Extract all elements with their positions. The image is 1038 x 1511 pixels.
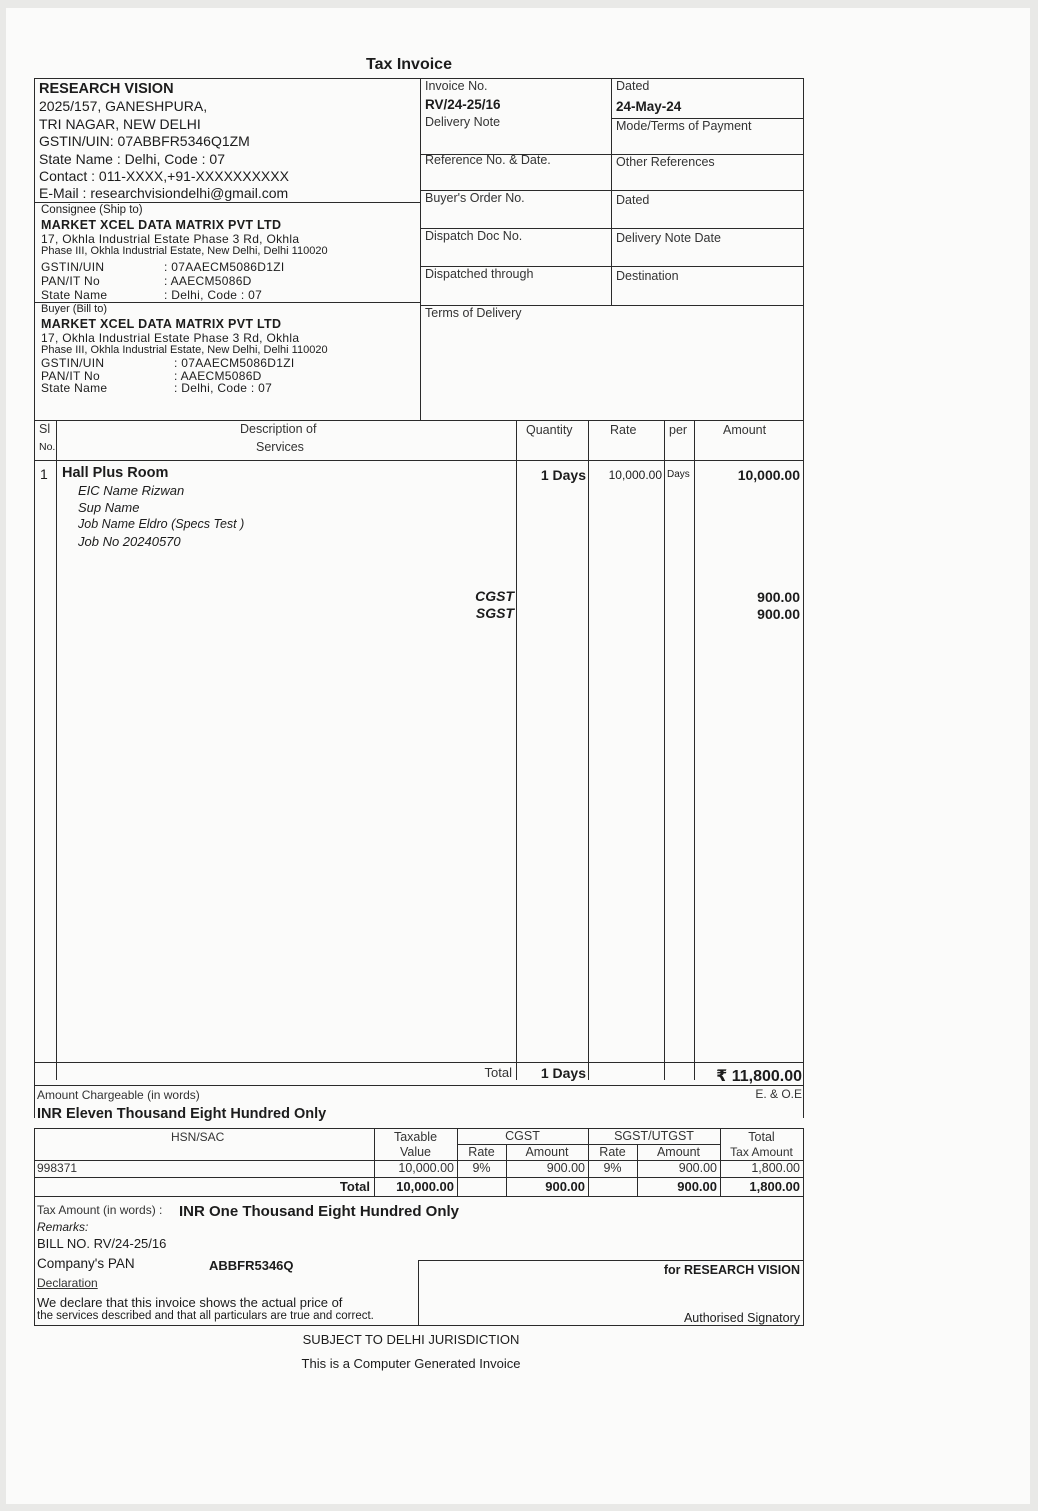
consignee-heading: Consignee (Ship to) <box>41 204 143 216</box>
hsn-total-taxable: 10,000.00 <box>396 1179 454 1194</box>
cgst-label: CGST <box>475 588 514 604</box>
table-header-bottom <box>34 460 804 461</box>
hsn-row-total-tax: 1,800.00 <box>751 1161 800 1175</box>
item-detail-job-name: Job Name Eldro (Specs Test ) <box>78 517 245 531</box>
hsn-row-taxable: 10,000.00 <box>398 1161 454 1175</box>
hsn-total-sgst: 900.00 <box>677 1179 717 1194</box>
invoice-sheet <box>6 8 1030 1504</box>
hsn-total-label: Total <box>339 1179 370 1194</box>
buyer-pan-value: : AAECM5086D <box>174 369 262 383</box>
col-qty-left <box>516 420 517 1080</box>
footer-left-border <box>34 1196 35 1326</box>
buyer-state-label: State Name <box>41 381 108 395</box>
footer-right-border <box>803 1196 804 1326</box>
hsn-row-bottom <box>34 1177 804 1178</box>
hsn-row-sgst-amount: 900.00 <box>678 1161 717 1175</box>
seller-email: E-Mail : researchvisiondelhi@gmail.com <box>39 185 289 201</box>
hsn-row-code: 998371 <box>37 1161 78 1175</box>
hsn-row-cgst-amount: 900.00 <box>546 1161 585 1175</box>
item-amount: 10,000.00 <box>737 467 800 483</box>
seller-contact: Contact : 011-XXXX,+91-XXXXXXXXXX <box>39 168 289 184</box>
delivery-note-label: Delivery Note <box>425 115 501 129</box>
remarks-label: Remarks: <box>37 1220 89 1234</box>
consignee-address-2: Phase III, Okhla Industrial Estate, New Delhi, Delhi 110020 <box>41 245 328 257</box>
buyer-pan-label: PAN/IT No <box>41 369 100 383</box>
declaration-label: Declaration <box>37 1276 98 1290</box>
buyer-gstin-label: GSTIN/UIN <box>41 356 105 370</box>
total-amount: ₹ 11,800.00 <box>716 1068 802 1085</box>
company-pan-value: ABBFR5346Q <box>209 1258 294 1273</box>
invoice-no-label: Invoice No. <box>425 79 488 93</box>
total-row-bottom <box>34 1085 804 1086</box>
buyer-address-1: 17, Okhla Industrial Estate Phase 3 Rd, Okhla <box>41 331 300 345</box>
col-sl-divider <box>56 420 57 1080</box>
computer-generated-note: This is a Computer Generated Invoice <box>301 1356 521 1371</box>
hsn-total-tax: 1,800.00 <box>749 1179 800 1194</box>
hsn-col-total-1: Total <box>748 1130 775 1144</box>
hsn-bottom-border <box>34 1196 804 1197</box>
seller-state: State Name : Delhi, Code : 07 <box>39 151 225 167</box>
col-sl-header: Sl <box>39 422 51 436</box>
hsn-col-cgst-amount: Amount <box>525 1145 569 1159</box>
item-rate: 10,000.00 <box>608 468 662 482</box>
consignee-pan-label: PAN/IT No <box>41 274 100 288</box>
dated-label: Dated <box>616 79 650 93</box>
consignee-gstin-value: : 07AAECM5086D1ZI <box>164 260 285 274</box>
hsn-col-sgst-rate: Rate <box>599 1145 626 1159</box>
buyer-state-value: : Delhi, Code : 07 <box>174 381 273 395</box>
item-detail-eic: EIC Name Rizwan <box>78 483 185 498</box>
footer-bottom-border <box>34 1325 804 1326</box>
total-label: Total <box>484 1065 512 1080</box>
item-detail-sup: Sup Name <box>78 500 140 515</box>
declaration-line-1: We declare that this invoice shows the actual price of <box>37 1295 343 1310</box>
buyer-address-2: Phase III, Okhla Industrial Estate, New Delhi, Delhi 110020 <box>41 344 328 356</box>
item-sl: 1 <box>40 466 48 482</box>
sgst-amount: 900.00 <box>757 606 800 622</box>
seller-name: RESEARCH VISION <box>39 81 174 97</box>
item-detail-job-no: Job No 20240570 <box>78 534 181 549</box>
hsn-total-cgst: 900.00 <box>545 1179 585 1194</box>
hsn-row-sgst-rate: 9% <box>603 1161 622 1175</box>
reference-label: Reference No. & Date. <box>425 153 551 167</box>
amount-words-label: Amount Chargeable (in words) <box>37 1088 200 1102</box>
declaration-line-2: the services described and that all particulars are true and correct. <box>37 1310 374 1322</box>
col-per-left <box>664 420 665 1080</box>
col-rate-header: Rate <box>610 423 637 437</box>
remarks-value: BILL NO. RV/24-25/16 <box>37 1236 167 1251</box>
col-desc-header-1: Description of <box>240 422 317 436</box>
jurisdiction-note: SUBJECT TO DELHI JURISDICTION <box>302 1332 520 1347</box>
col-rate-left <box>588 420 589 1080</box>
hsn-left-border <box>34 1128 35 1196</box>
authorised-signatory: Authorised Signatory <box>683 1311 800 1325</box>
terms-of-delivery-label: Terms of Delivery <box>425 306 522 320</box>
seller-consignee-divider <box>34 202 420 203</box>
dispatch-doc-label: Dispatch Doc No. <box>425 229 523 243</box>
invoice-title: Tax Invoice <box>366 56 452 73</box>
total-row-top <box>34 1062 804 1063</box>
left-border <box>34 78 35 1118</box>
amount-words-value: INR Eleven Thousand Eight Hundred Only <box>37 1106 327 1122</box>
col-per-header: per <box>669 423 688 437</box>
sgst-label: SGST <box>475 605 514 621</box>
signature-box-left <box>418 1260 419 1326</box>
buyers-order-label: Buyer's Order No. <box>425 191 525 205</box>
hsn-col-sgst: SGST/UTGST <box>614 1129 694 1143</box>
buyer-name: MARKET XCEL DATA MATRIX PVT LTD <box>41 317 282 331</box>
table-top-border <box>34 420 804 421</box>
hsn-right-border <box>803 1128 804 1196</box>
col-no-header: No. <box>39 441 56 453</box>
total-qty: 1 Days <box>540 1065 586 1081</box>
right-border <box>803 78 804 1118</box>
hsn-col-sgst-amount: Amount <box>656 1145 701 1159</box>
cgst-amount: 900.00 <box>757 589 800 605</box>
mode-terms-label: Mode/Terms of Payment <box>616 119 752 133</box>
tax-words-value: INR One Thousand Eight Hundred Only <box>179 1203 459 1220</box>
delivery-note-date-label: Delivery Note Date <box>616 231 721 245</box>
invoice-no-value: RV/24-25/16 <box>425 97 501 112</box>
dispatched-through-label: Dispatched through <box>425 267 534 281</box>
consignee-state-label: State Name <box>41 288 108 302</box>
col-desc-header-2: Services <box>256 440 304 454</box>
signature-box-top <box>418 1260 804 1261</box>
hsn-col-taxable-2: Value <box>399 1145 432 1159</box>
hsn-col-hsn: HSN/SAC <box>171 1130 225 1144</box>
col-amount-header: Amount <box>723 423 767 437</box>
buyer-gstin-value: : 07AAECM5086D1ZI <box>174 356 295 370</box>
consignee-name: MARKET XCEL DATA MATRIX PVT LTD <box>41 218 282 232</box>
hsn-col-cgst-rate: Rate <box>468 1145 495 1159</box>
item-qty: 1 Days <box>540 467 586 483</box>
dated-value: 24-May-24 <box>616 99 682 114</box>
seller-address-2: TRI NAGAR, NEW DELHI <box>39 116 201 132</box>
other-references-label: Other References <box>616 155 715 169</box>
col-qty-header: Quantity <box>526 423 573 437</box>
hsn-col-cgst: CGST <box>505 1129 540 1143</box>
seller-gstin: GSTIN/UIN: 07ABBFR5346Q1ZM <box>39 133 250 149</box>
consignee-pan-value: : AAECM5086D <box>164 274 252 288</box>
header-top-border <box>34 78 804 79</box>
seller-address-1: 2025/157, GANESHPURA, <box>39 98 208 114</box>
meta-col-divider <box>611 78 612 306</box>
consignee-gstin-label: GSTIN/UIN <box>41 260 105 274</box>
hsn-col-total-2: Tax Amount <box>730 1145 793 1159</box>
dated2-label: Dated <box>616 193 650 207</box>
consignee-address-1: 17, Okhla Industrial Estate Phase 3 Rd, Okhla <box>41 232 300 246</box>
eoe-label: E. & O.E <box>755 1087 802 1101</box>
buyer-heading: Buyer (Bill to) <box>41 303 108 315</box>
hsn-col-taxable-1: Taxable <box>393 1130 438 1144</box>
header-mid-divider <box>420 78 421 420</box>
company-pan-label: Company's PAN <box>37 1256 135 1271</box>
consignee-state-value: : Delhi, Code : 07 <box>164 288 263 302</box>
for-company: for RESEARCH VISION <box>663 1263 800 1277</box>
tax-words-label: Tax Amount (in words) : <box>37 1203 163 1217</box>
item-name: Hall Plus Room <box>62 465 169 481</box>
destination-label: Destination <box>616 269 679 283</box>
hsn-row-cgst-rate: 9% <box>472 1161 491 1175</box>
item-per: Days <box>667 469 690 480</box>
col-amount-left <box>694 420 695 1080</box>
